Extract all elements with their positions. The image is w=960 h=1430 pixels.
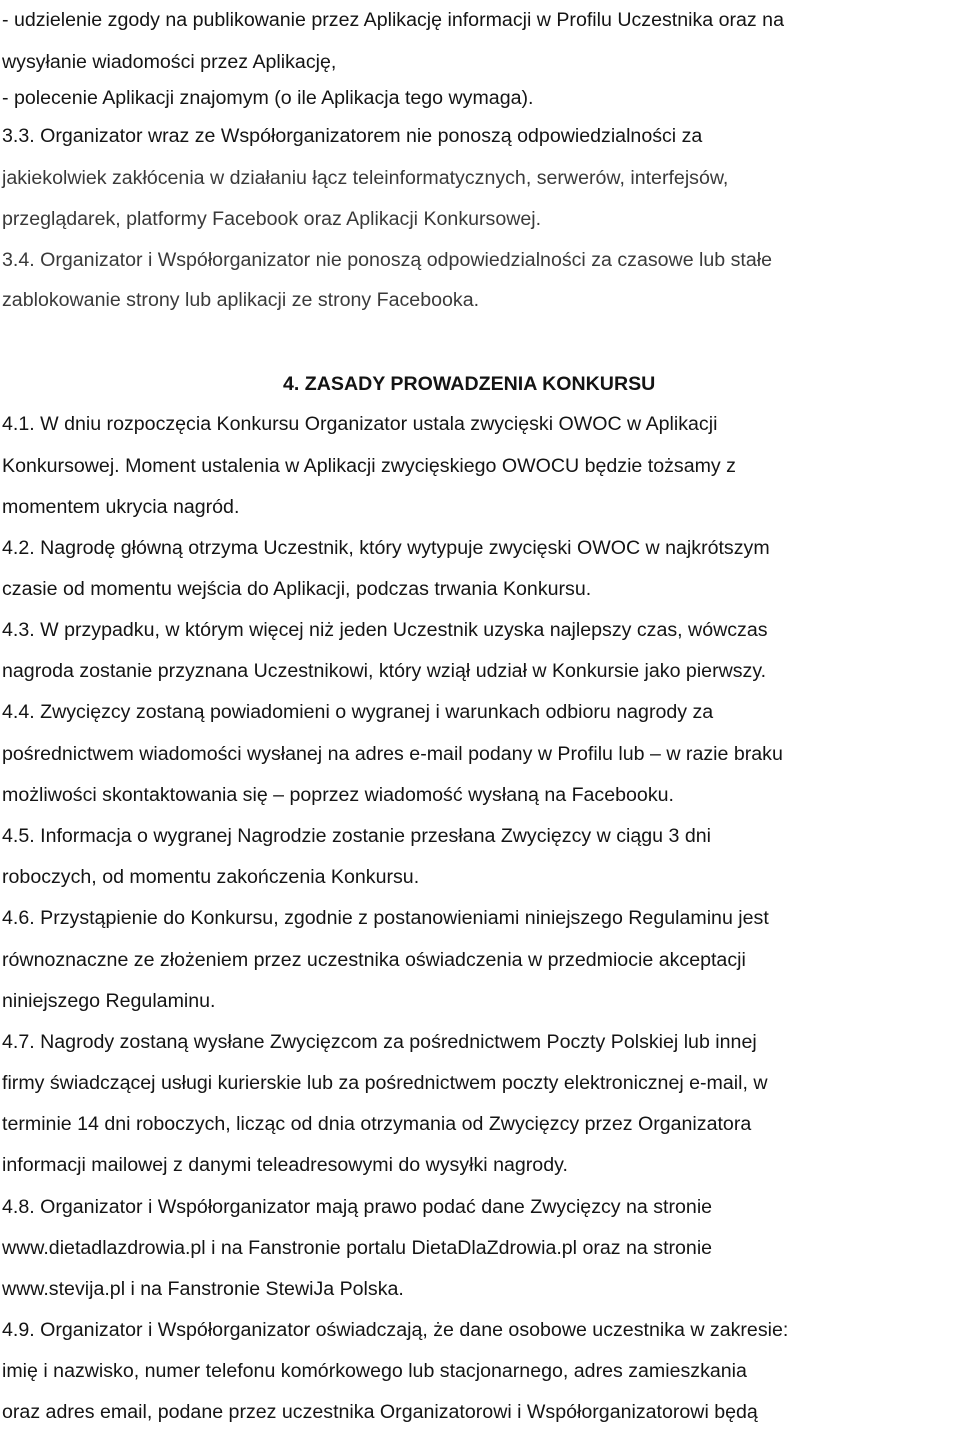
text-line: nagroda zostanie przyznana Uczestnikowi, który wziął udział w Konkursie jako pierwszy.: [2, 660, 767, 682]
text-line: 4.2. Nagrodę główną otrzyma Uczestnik, który wytypuje zwycięski OWOC w najkrótszym: [2, 537, 770, 559]
text-line: informacji mailowej z danymi teleadresowymi do wysyłki nagrody.: [2, 1154, 568, 1176]
text-line: roboczych, od momentu zakończenia Konkursu.: [2, 866, 420, 888]
text-line: www.dietadlazdrowia.pl i na Fanstronie portalu DietaDlaZdrowia.pl oraz na stronie: [2, 1237, 713, 1259]
text-line: 4.3. W przypadku, w którym więcej niż jeden Uczestnik uzyska najlepszy czas, wówczas: [2, 619, 768, 641]
section-heading: 4. ZASADY PROWADZENIA KONKURSU: [283, 373, 656, 395]
text-line: 4.1. W dniu rozpoczęcia Konkursu Organizator ustala zwycięski OWOC w Aplikacji: [2, 413, 718, 435]
text-line: www.stevija.pl i na Fanstronie StewiJa Polska.: [2, 1278, 404, 1300]
text-line: jakiekolwiek zakłócenia w działaniu łącz teleinformatycznych, serwerów, interfejsów,: [2, 167, 729, 189]
text-line: 4.8. Organizator i Współorganizator mają prawo podać dane Zwycięzcy na stronie: [2, 1196, 713, 1218]
text-line: oraz adres email, podane przez uczestnika Organizatorowi i Współorganizatorowi będą: [2, 1401, 758, 1423]
text-line: 3.3. Organizator wraz ze Współorganizatorem nie ponoszą odpowiedzialności za: [2, 125, 703, 147]
text-line: terminie 14 dni roboczych, licząc od dnia otrzymania od Zwycięzcy przez Organizatora: [2, 1113, 752, 1135]
text-line: pośrednictwem wiadomości wysłanej na adres e-mail podany w Profilu lub – w razie braku: [2, 743, 783, 765]
text-line: - udzielenie zgody na publikowanie przez Aplikację informacji w Profilu Uczestnika oraz na: [2, 9, 784, 31]
text-line: niniejszego Regulaminu.: [2, 990, 216, 1012]
text-line: imię i nazwisko, numer telefonu komórkowego lub stacjonarnego, adres zamieszkania: [2, 1360, 747, 1382]
text-line: 4.5. Informacja o wygranej Nagrodzie zostanie przesłana Zwycięzcy w ciągu 3 dni: [2, 825, 711, 847]
text-line: czasie od momentu wejścia do Aplikacji, podczas trwania Konkursu.: [2, 578, 592, 600]
text-line: Konkursowej. Moment ustalenia w Aplikacji zwycięskiego OWOCU będzie tożsamy z: [2, 455, 736, 477]
text-line: równoznaczne ze złożeniem przez uczestnika oświadczenia w przedmiocie akceptacji: [2, 949, 746, 971]
text-line: zablokowanie strony lub aplikacji ze strony Facebooka.: [2, 289, 480, 311]
text-line: 4.9. Organizator i Współorganizator oświadczają, że dane osobowe uczestnika w zakresie:: [2, 1319, 789, 1341]
text-line: 4.7. Nagrody zostaną wysłane Zwycięzcom za pośrednictwem Poczty Polskiej lub innej: [2, 1031, 757, 1053]
text-line: 3.4. Organizator i Współorganizator nie ponoszą odpowiedzialności za czasowe lub stałe: [2, 249, 773, 271]
text-line: przeglądarek, platformy Facebook oraz Aplikacji Konkursowej.: [2, 208, 542, 230]
text-line: momentem ukrycia nagród.: [2, 496, 240, 518]
text-line: 4.6. Przystąpienie do Konkursu, zgodnie z postanowieniami niniejszego Regulaminu jest: [2, 907, 769, 929]
text-line: 4.4. Zwycięzcy zostaną powiadomieni o wygranej i warunkach odbioru nagrody za: [2, 701, 714, 723]
text-line: wysyłanie wiadomości przez Aplikację,: [2, 51, 337, 73]
text-line: - polecenie Aplikacji znajomym (o ile Aplikacja tego wymaga).: [2, 87, 534, 109]
text-line: firmy świadczącej usługi kurierskie lub za pośrednictwem poczty elektronicznej e-mail, w: [2, 1072, 768, 1094]
text-line: możliwości skontaktowania się – poprzez wiadomość wysłaną na Facebooku.: [2, 784, 674, 806]
